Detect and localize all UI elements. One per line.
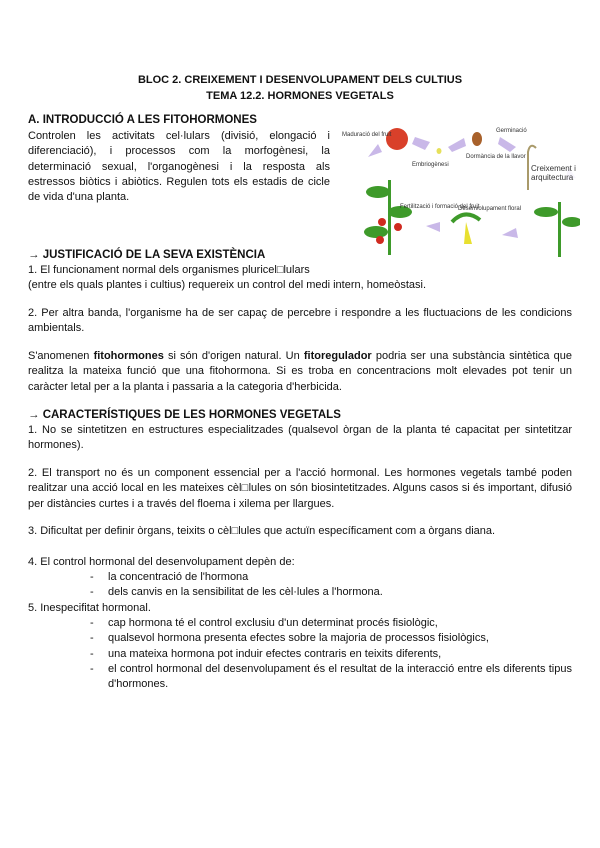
term-fitoregulador: fitoregulador [303,350,372,362]
intro-heading: A. INTRODUCCIÓ A LES FITOHORMONES [28,114,257,126]
document-title: BLOC 2. CREIXEMENT I DESENVOLUPAMENT DELS CULTIUS [137,74,463,86]
list-item: - la concentració de l'hormona [108,570,572,585]
plant-life-cycle-figure [340,122,580,262]
characteristics-p5: 5. Inespecifitat hormonal. [28,602,151,614]
characteristics-p4: 4. El control hormonal del desenvolupament depèn de: [28,556,295,568]
plant-icon [364,180,580,257]
text: podria ser una substància sintètica que realitza la mateixa funció que una fitohormona. Si es troba en concentracions molt elevades pot tenir un caràcter letal per a la planta i passaria a la categoria d'herbicida. [28,350,572,393]
list-item: - el control hormonal del desenvolupament és el resultat de la interacció entre els diferents tipus d'hormones. [108,662,572,693]
label-embryogenesis: Embriogènesi [412,162,449,168]
label-growth: Creixement i arquitectura [531,164,589,182]
justification-heading: → JUSTIFICACIÓ DE LA SEVA EXISTÈNCIA [28,249,266,261]
text: S'anomenen [28,350,94,362]
embryo-icon [437,148,442,154]
list-item: - dels canvis en la sensibilitat de les cèl·lules a l'hormona. [108,585,572,600]
characteristics-p3: 3. Dificultat per definir òrgans, teixits o cèl□lules que actuïn específicament com a òrgans diana. [28,525,496,537]
label-seed-dormancy: Dormància de la llavor [466,154,526,160]
term-fitohormones: fitohormones [93,350,164,362]
p4-list [108,570,572,601]
text: si són d'origen natural. Un [163,350,304,362]
seed-icon [472,132,482,146]
characteristics-heading: → CARACTERÍSTIQUES DE LES HORMONES VEGETALS [28,409,341,421]
label-fruit-ripening: Maduració del fruit [342,132,392,138]
label-fertilization: Fertilització i formació del fruit [400,204,480,210]
flower-icon [464,222,472,244]
cycle-arrows-icon [368,137,576,238]
characteristics-p2: 2. El transport no és un component essencial per a l'acció hormonal. Les hormones vegetals també poden realitzar una acció local en les mateixes cèl□lules on són biosintetitzades. Alguns casos si és important, difusió per distàncies curtes i a través del floema i xilema per llargues. [28,467,572,510]
document-subtitle: TEMA 12.2. HORMONES VEGETALS [206,90,394,102]
p5-list [108,616,572,692]
list-item: - qualsevol hormona presenta efectes sobre la majoria de processos fisiològics, [108,631,572,646]
justification-p3 [28,349,572,395]
justification-p2: 2. Per altra banda, l'organisme ha de ser capaç de percebre i respondre a les fluctuacions de les condicions ambientals. [28,307,572,335]
justification-p1a: 1. El funcionament normal dels organismes pluricel□lulars [28,264,310,276]
label-flowering: Desenvolupament floral [458,206,522,212]
characteristics-p1: 1. No se sintetitzen en estructures especialitzades (qualsevol òrgan de la planta té capacitat per sintetitzar hormones). [28,424,572,452]
label-germination: Germinació [496,128,527,134]
intro-paragraph: Controlen les activitats cel·lulars (divisió, elongació i diferenciació), i processos com la morfogènesi, la determinació sexual, l'organogènesi i la resposta als estressos biòtics i abiòtics. Regulen tots els estadis de cicle de vida d'una planta. [28,130,330,204]
list-item: - una mateixa hormona pot induir efectes contraris en teixits diferents, [108,647,572,662]
justification-p1b: (entre els quals plantes i cultius) requereix un control del medi intern, homeòstasi. [28,279,427,291]
list-item: - cap hormona té el control exclusiu d'un determinat procés fisiològic, [108,616,572,631]
